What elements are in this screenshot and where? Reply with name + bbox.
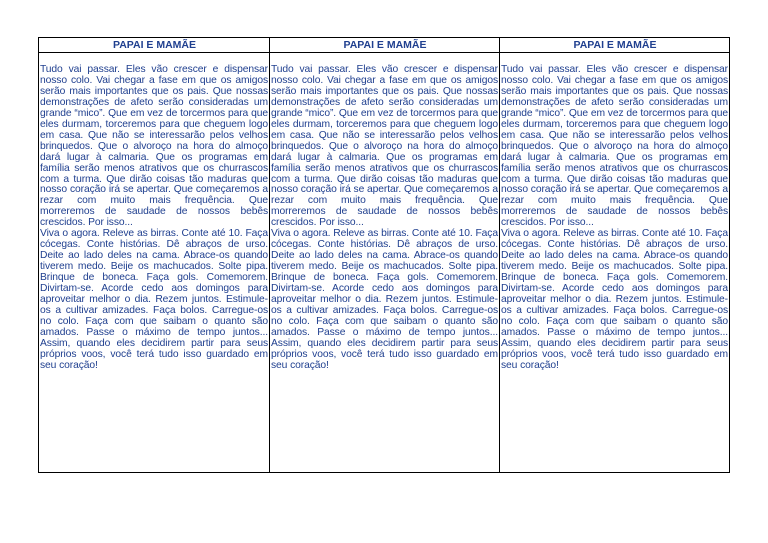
column-title: PAPAI E MAMÃE: [39, 38, 269, 53]
column-title: PAPAI E MAMÃE: [270, 38, 499, 53]
column-title: PAPAI E MAMÃE: [500, 38, 729, 53]
paragraph-2: Viva o agora. Releve as birras. Conte até 10. Faça cócegas. Conte histórias. Dê abraços de urso. Deite ao lado deles na cama. Abrace-os quando tiverem medo. Beije os machucados. Solte pipa. Brinque de boneca. Faça gols. Comemorem. Divirtam-se. Acorde cedo aos domingos para aproveitar melhor o dia. Rezem juntos. Estimule-os a cultivar amizades. Faça bolos. Carregue-os no colo. Faça com que saibam o quanto são amados. Passe o máximo de tempo juntos... Assim, quando eles decidirem partir para seus próprios voos, você terá tudo isso guardado em seu coração!: [40, 228, 268, 371]
paragraph-2: Viva o agora. Releve as birras. Conte até 10. Faça cócegas. Conte histórias. Dê abraços de urso. Deite ao lado deles na cama. Abrace-os quando tiverem medo. Beije os machucados. Solte pipa. Brinque de boneca. Faça gols. Comemorem. Divirtam-se. Acorde cedo aos domingos para aproveitar melhor o dia. Rezem juntos. Estimule-os a cultivar amizades. Faça bolos. Carregue-os no colo. Faça com que saibam o quanto são amados. Passe o máximo de tempo juntos... Assim, quando eles decidirem partir para seus próprios voos, você terá tudo isso guardado em seu coração!: [271, 228, 498, 371]
column-2: [269, 38, 499, 472]
column-1: [39, 38, 269, 472]
column-3: [499, 38, 729, 472]
three-column-table: [38, 37, 730, 473]
paragraph-2: Viva o agora. Releve as birras. Conte até 10. Faça cócegas. Conte histórias. Dê abraços de urso. Deite ao lado deles na cama. Abrace-os quando tiverem medo. Beije os machucados. Solte pipa. Brinque de boneca. Faça gols. Comemorem. Divirtam-se. Acorde cedo aos domingos para aproveitar melhor o dia. Rezem juntos. Estimule-os a cultivar amizades. Faça bolos. Carregue-os no colo. Faça com que saibam o quanto são amados. Passe o máximo de tempo juntos... Assim, quando eles decidirem partir para seus próprios voos, você terá tudo isso guardado em seu coração!: [501, 228, 728, 371]
paragraph-1: Tudo vai passar. Eles vão crescer e dispensar nosso colo. Vai chegar a fase em que os amigos serão mais importantes que os pais. Que nossas demonstrações de afeto serão consideradas um grande “mico”. Que em vez de torcermos para que eles durmam, torceremos para que cheguem logo em casa. Que não se interessarão pelos velhos brinquedos. Que o alvoroço na hora do almoço dará lugar à calmaria. Que os programas em família serão menos atrativos que os churrascos com a turma. Que dirão coisas tão maduras que nosso coração irá se apertar. Que começaremos a rezar com muito mais frequência. Que morreremos de saudade de nossos bebês crescidos. Por isso...: [40, 64, 268, 229]
paragraph-1: Tudo vai passar. Eles vão crescer e dispensar nosso colo. Vai chegar a fase em que os amigos serão mais importantes que os pais. Que nossas demonstrações de afeto serão consideradas um grande “mico”. Que em vez de torcermos para que eles durmam, torceremos para que cheguem logo em casa. Que não se interessarão pelos velhos brinquedos. Que o alvoroço na hora do almoço dará lugar à calmaria. Que os programas em família serão menos atrativos que os churrascos com a turma. Que dirão coisas tão maduras que nosso coração irá se apertar. Que começaremos a rezar com muito mais frequência. Que morreremos de saudade de nossos bebês crescidos. Por isso...: [271, 64, 498, 229]
paragraph-1: Tudo vai passar. Eles vão crescer e dispensar nosso colo. Vai chegar a fase em que os amigos serão mais importantes que os pais. Que nossas demonstrações de afeto serão consideradas um grande “mico”. Que em vez de torcermos para que eles durmam, torceremos para que cheguem logo em casa. Que não se interessarão pelos velhos brinquedos. Que o alvoroço na hora do almoço dará lugar à calmaria. Que os programas em família serão menos atrativos que os churrascos com a turma. Que dirão coisas tão maduras que nosso coração irá se apertar. Que começaremos a rezar com muito mais frequência. Que morreremos de saudade de nossos bebês crescidos. Por isso...: [501, 64, 728, 229]
